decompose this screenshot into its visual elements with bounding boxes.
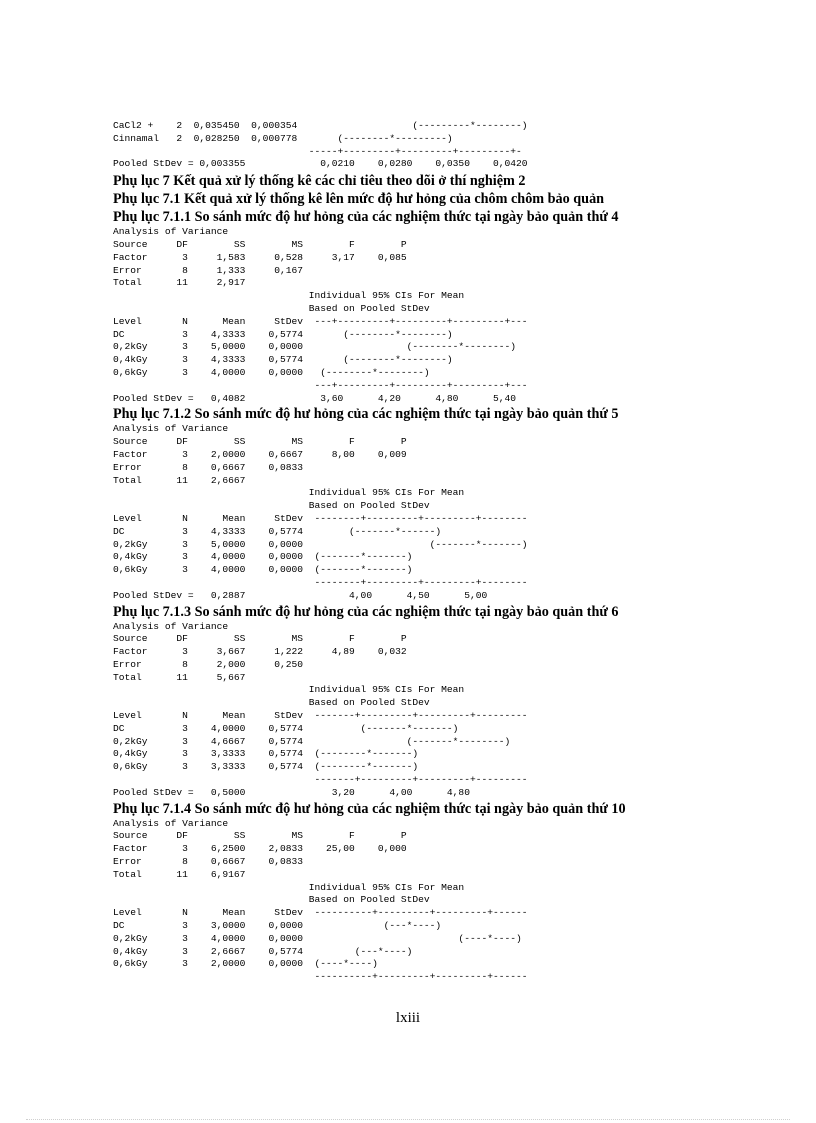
appendix-7-1-heading: Phụ lục 7.1 Kết quả xử lý thống kê lên mức độ hư hỏng của chôm chôm bảo quản bbox=[113, 191, 605, 208]
section-title: Phụ lục 7.1.1 So sánh mức độ hư hỏng của các nghiệm thức tại ngày bảo quản thứ 4 bbox=[113, 209, 619, 226]
section-7-1-3 bbox=[113, 603, 753, 800]
section-7-1-4 bbox=[113, 800, 753, 984]
section-7-1-1 bbox=[113, 208, 753, 405]
document-body bbox=[113, 120, 753, 984]
page-bottom-divider bbox=[26, 1119, 790, 1120]
appendix-7-heading: Phụ lục 7 Kết quả xử lý thống kê các chỉ tiêu theo dõi ở thí nghiệm 2 bbox=[113, 173, 526, 190]
section-7-1-2 bbox=[113, 405, 753, 602]
anova-output: Analysis of Variance Source DF SS MS F P Factor 3 3,667 1,222 4,89 0,032 Error 8 2,000 0,250 Total 11 5,667 Individual 95% CIs For Mean Based on Pooled StDev Level N Mean StDev -------+---------+---------+--------- DC 3 4,0000 0,5774 (-------*-------) 0,2kGy 3 4,6667 0,5774 (-------*--------) 0,4kGy 3 3,3333 0,5774 (--------*-------) 0,6kGy 3 3,3333 0,5774 (--------*-------) -------+---------+---------+--------- Pooled StDev = 0,5000 3,20 4,00 4,80 bbox=[113, 620, 528, 798]
section-title: Phụ lục 7.1.2 So sánh mức độ hư hỏng của các nghiệm thức tại ngày bảo quản thứ 5 bbox=[113, 406, 619, 423]
anova-output-previous: CaCl2 + 2 0,035450 0,000354 (---------*--------) Cinnamal 2 0,028250 0,000778 (--------*---------) -----+---------+---------+---------+- Pooled StDev = 0,003355 0,0210 0,0280 0,0350 0,0420 bbox=[113, 120, 528, 170]
anova-output: Analysis of Variance Source DF SS MS F P Factor 3 1,583 0,528 3,17 0,085 Error 8 1,333 0,167 Total 11 2,917 Individual 95% CIs For Mean Based on Pooled StDev Level N Mean StDev ---+---------+---------+---------+--- DC 3 4,3333 0,5774 (--------*--------) 0,2kGy 3 5,0000 0,0000 (--------*--------) 0,4kGy 3 4,3333 0,5774 (--------*--------) 0,6kGy 3 4,0000 0,0000 (--------*--------) ---+---------+---------+---------+--- Pooled StDev = 0,4082 3,60 4,20 4,80 5,40 bbox=[113, 226, 528, 404]
section-title: Phụ lục 7.1.4 So sánh mức độ hư hỏng của các nghiệm thức tại ngày bảo quản thứ 10 bbox=[113, 800, 626, 817]
section-title: Phụ lục 7.1.3 So sánh mức độ hư hỏng của các nghiệm thức tại ngày bảo quản thứ 6 bbox=[113, 603, 619, 620]
anova-output: Analysis of Variance Source DF SS MS F P Factor 3 2,0000 0,6667 8,00 0,009 Error 8 0,6667 0,0833 Total 11 2,6667 Individual 95% CIs For Mean Based on Pooled StDev Level N Mean StDev --------+---------+---------+-------- DC 3 4,3333 0,5774 (-------*------) 0,2kGy 3 5,0000 0,0000 (-------*-------) 0,4kGy 3 4,0000 0,0000 (-------*-------) 0,6kGy 3 4,0000 0,0000 (-------*-------) --------+---------+---------+-------- Pooled StDev = 0,2887 4,00 4,50 5,00 bbox=[113, 423, 528, 601]
anova-output: Analysis of Variance Source DF SS MS F P Factor 3 6,2500 2,0833 25,00 0,000 Error 8 0,6667 0,0833 Total 11 6,9167 Individual 95% CIs For Mean Based on Pooled StDev Level N Mean StDev ----------+---------+---------+------ DC 3 3,0000 0,0000 (---*----) 0,2kGy 3 4,0000 0,0000 (----*----) 0,4kGy 3 2,6667 0,5774 (---*----) 0,6kGy 3 2,0000 0,0000 (----*----) ----------+---------+---------+------ bbox=[113, 817, 528, 983]
page-number: lxiii bbox=[395, 1010, 421, 1026]
